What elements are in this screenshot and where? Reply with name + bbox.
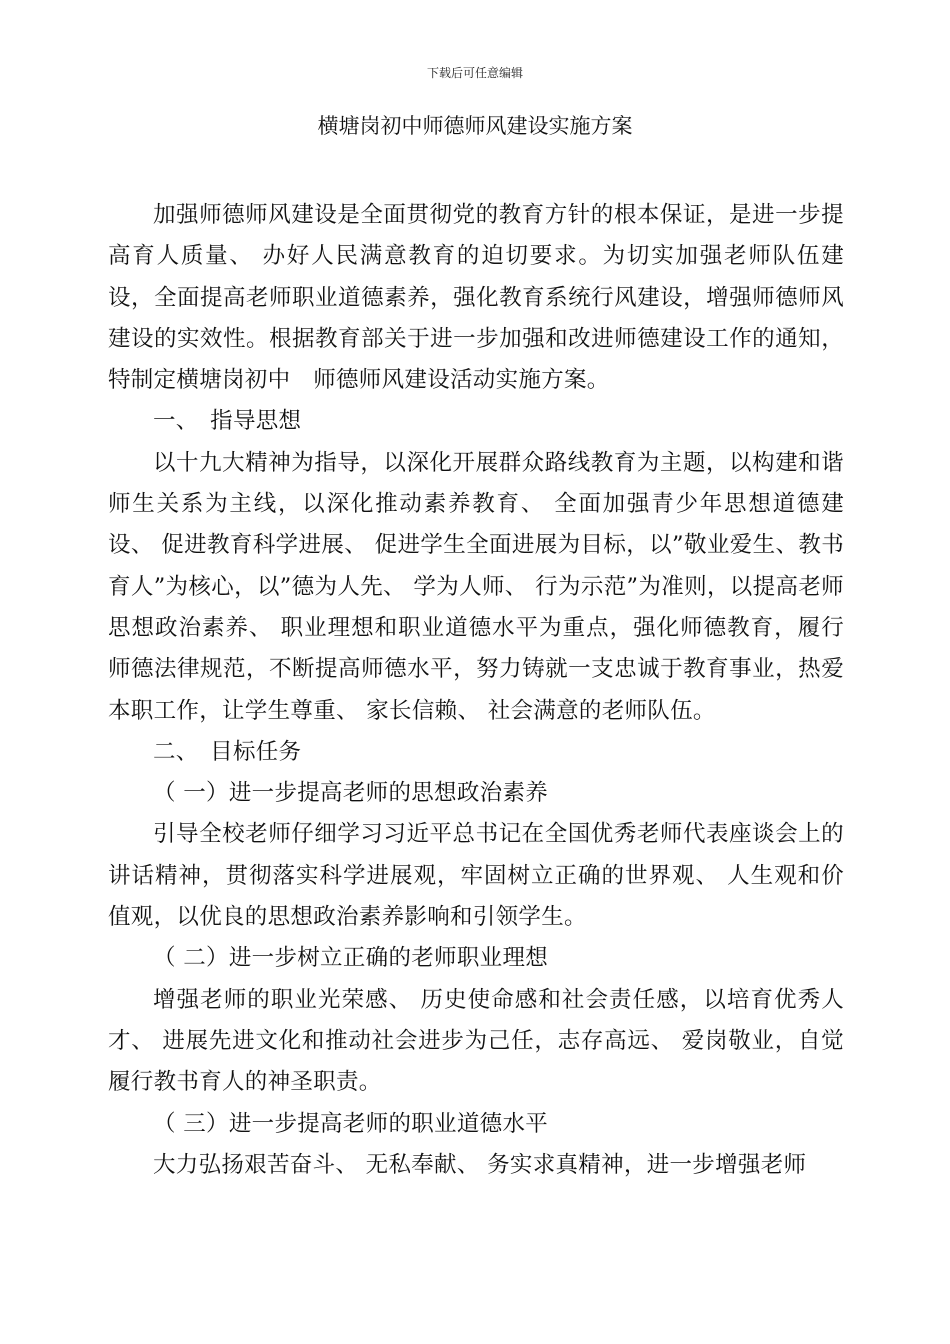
subheading-professional-ethics: （ 三）进一步提高老师的职业道德水平 [153, 1110, 549, 1137]
section-heading-goals: 二、 目标任务 [153, 738, 302, 765]
paragraph-intro: 加强师德师风建设是全面贯彻党的教育方针的根本保证，是进一步提高育人质量、 办好人民满意教育的迫切要求。为切实加强老师队伍建设，全面提高老师职业道德素养，强化教育系统行风建设，增强师德师风建设的实效性。根据教育部关于进一步加强和改进师德建设工作的通知，特制定横塘岗初中 师德师风建设活动实施方案。 [108, 202, 844, 394]
paragraph-career-ideal: 增强老师的职业光荣感、 历史使命感和社会责任感，以培育优秀人才、 进展先进文化和推动社会进步为己任，志存高远、 爱岗敬业，自觉履行教书育人的神圣职责。 [108, 986, 844, 1096]
subheading-political-quality: （ 一）进一步提高老师的思想政治素养 [153, 780, 549, 807]
paragraph-political-quality: 引导全校老师仔细学习习近平总书记在全国优秀老师代表座谈会上的讲话精神，贯彻落实科学进展观，牢固树立正确的世界观、 人生观和价值观，以优良的思想政治素养影响和引领学生。 [108, 821, 844, 931]
section-heading-guiding-ideology: 一、 指导思想 [153, 408, 302, 435]
paragraph-professional-ethics: 大力弘扬艰苦奋斗、 无私奉献、 务实求真精神，进一步增强老师 [153, 1151, 807, 1178]
paragraph-guiding-ideology: 以十九大精神为指导，以深化开展群众路线教育为主题，以构建和谐师生关系为主线，以深化推动素养教育、 全面加强青少年思想道德建设、 促进教育科学进展、 促进学生全面进展为目标，以”敬业爱生、教书育人”为核心，以”德为人先、 学为人师、 行为示范”为准则，以提高老师思想政治素养、 职业理想和职业道德水平为重点，强化师德教育，履行师德法律规范，不断提高师德水平，努力铸就一支忠诚于教育事业，热爱本职工作，让学生尊重、 家长信赖、 社会满意的老师队伍。 [108, 449, 844, 724]
subheading-career-ideal: （ 二）进一步树立正确的老师职业理想 [153, 945, 549, 972]
header-note: 下载后可任意编辑 [426, 66, 523, 80]
document-title: 横塘岗初中师德师风建设实施方案 [317, 114, 633, 138]
document-body [108, 195, 844, 1186]
